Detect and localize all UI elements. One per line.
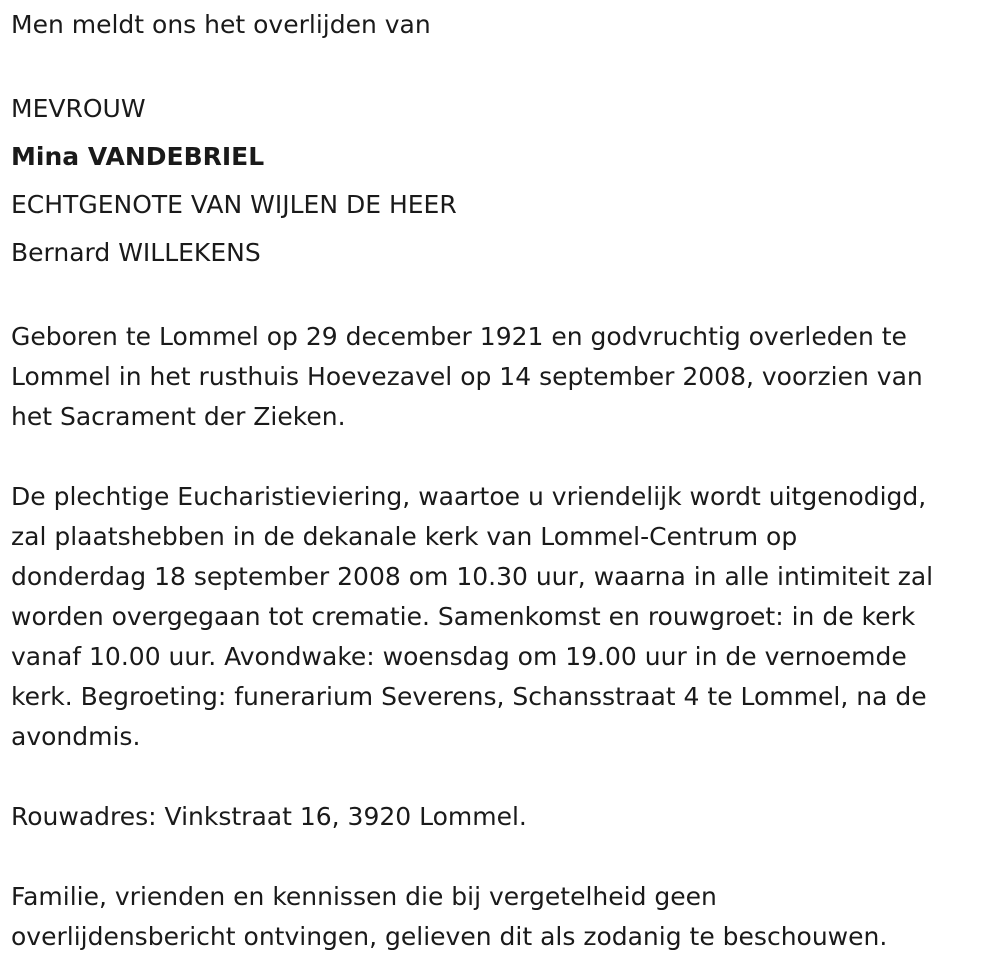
spacer xyxy=(11,437,986,477)
death-notice xyxy=(11,5,986,957)
closing-line: Familie, vrienden en kennissen die bij vergetelheid geen xyxy=(11,882,717,911)
intro-line: Men meldt ons het overlijden van xyxy=(11,10,431,39)
spacer xyxy=(11,277,986,317)
birth-paragraph xyxy=(11,317,986,437)
service-line: avondmis. xyxy=(11,722,141,751)
birth-line: het Sacrament der Zieken. xyxy=(11,402,346,431)
service-line: kerk. Begroeting: funerarium Severens, Schansstraat 4 te Lommel, na de xyxy=(11,682,927,711)
closing-line: overlijdensbericht ontvingen, gelieven dit als zodanig te beschouwen. xyxy=(11,922,888,951)
service-line: vanaf 10.00 uur. Avondwake: woensdag om 19.00 uur in de vernoemde xyxy=(11,642,907,671)
spacer xyxy=(11,757,986,797)
relation-line: ECHTGENOTE VAN WIJLEN DE HEER xyxy=(11,190,457,219)
service-line: De plechtige Eucharistieviering, waartoe u vriendelijk wordt uitgenodigd, xyxy=(11,482,927,511)
spacer xyxy=(11,837,986,877)
spacer xyxy=(11,45,986,85)
birth-line: Lommel in het rusthuis Hoevezavel op 14 september 2008, voorzien van xyxy=(11,362,923,391)
service-paragraph xyxy=(11,477,986,757)
spouse-name: Bernard WILLEKENS xyxy=(11,238,261,267)
service-line: zal plaatshebben in de dekanale kerk van Lommel-Centrum op xyxy=(11,522,798,551)
deceased-name: Mina VANDEBRIEL xyxy=(11,142,265,171)
closing-paragraph xyxy=(11,877,986,957)
service-line: donderdag 18 september 2008 om 10.30 uur, waarna in alle intimiteit zal xyxy=(11,562,934,591)
title-line: MEVROUW xyxy=(11,94,146,123)
address-line: Rouwadres: Vinkstraat 16, 3920 Lommel. xyxy=(11,802,527,831)
birth-line: Geboren te Lommel op 29 december 1921 en godvruchtig overleden te xyxy=(11,322,907,351)
service-line: worden overgegaan tot crematie. Samenkomst en rouwgroet: in de kerk xyxy=(11,602,916,631)
